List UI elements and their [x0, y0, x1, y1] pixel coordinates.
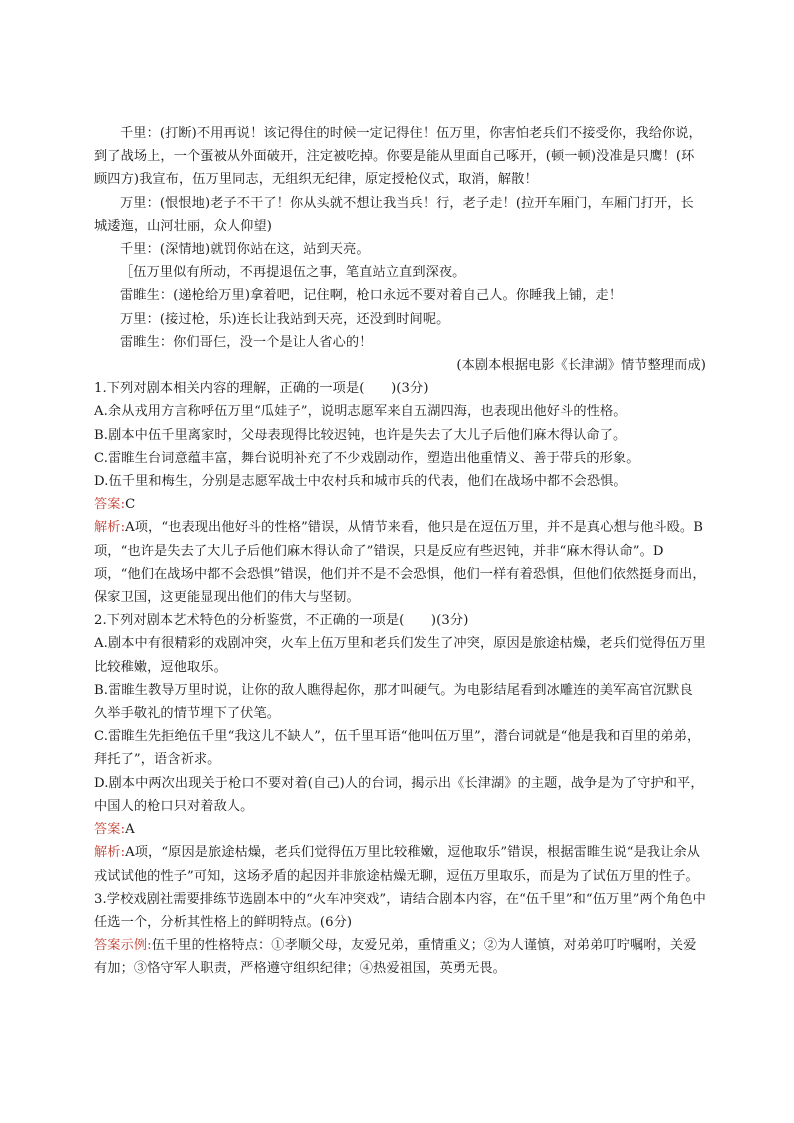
source-note: (本剧本根据电影《长津湖》情节整理而成)	[456, 358, 706, 374]
answer-label: 答案示例:	[94, 938, 152, 954]
answer-label: 答案:	[94, 497, 126, 513]
script-line: 雷睢生：(递枪给万里)拿着吧，记住啊，枪口永远不要对着自己人。你睡我上铺，走！	[120, 288, 623, 304]
answer	[94, 934, 706, 980]
question-2	[94, 609, 706, 887]
answer	[94, 818, 706, 841]
analysis-text: A项，“也表现出他好斗的性格”错误，从情节来看，他只是在逗伍万里，并不是真心想与他斗殴。B项，“也许是失去了大儿子后他们麻木得认命了”错误，只是反应有些迟钝，并非“麻木得认命”。D项，“他们在战场中都不会恐惧”错误，他们并不是不会恐惧，他们一样有着恐惧，但他们依然挺身而出，保家卫国，这更能显现出他们的伟大与坚韧。	[94, 520, 706, 606]
option-c: C.雷睢生先拒绝伍千里“我这儿不缺人”，伍千里耳语“他叫伍万里”，潜台词就是“他是我和百里的弟弟，拜托了”，语含祈求。	[94, 729, 701, 768]
script-excerpt	[94, 122, 706, 377]
answer-label: 答案:	[94, 822, 126, 838]
option-d: D.伍千里和梅生，分别是志愿军战士中农村兵和城市兵的代表，他们在战场中都不会恐惧。	[94, 474, 627, 490]
question-stem: 2.下列对剧本艺术特色的分析鉴赏，不正确的一项是( )(3分)	[94, 613, 469, 629]
analysis	[94, 516, 706, 609]
option-a: A.剧本中有很精彩的戏剧冲突，火车上伍万里和老兵们发生了冲突，原因是旅途枯燥，老兵们觉得伍万里比较稚嫩，逗他取乐。	[94, 636, 706, 675]
question-3	[94, 888, 706, 981]
script-line: 雷睢生：你们哥仨，没一个是让人省心的！	[120, 334, 373, 350]
option-c: C.雷睢生台词意蕴丰富，舞台说明补充了不少戏剧动作，塑造出他重情义、善于带兵的形象。	[94, 450, 640, 466]
question-stem: 3.学校戏剧社需要排练节选剧本中的“火车冲突戏”，请结合剧本内容，在“伍千里”和“伍万里”两个角色中任选一个，分析其性格上的鲜明特点。(6分)	[94, 891, 706, 930]
answer-value: 伍千里的性格特点：①孝顺父母，友爱兄弟，重情重义；②为人谨慎，对弟弟叮咛嘱咐，关爱有加；③恪守军人职责，严格遵守组织纪律；④热爱祖国，英勇无畏。	[94, 938, 697, 977]
option-a: A.余从戎用方言称呼伍万里“瓜娃子”，说明志愿军来自五湖四海，也表现出他好斗的性格。	[94, 404, 627, 420]
answer	[94, 493, 706, 516]
script-line: 万里：(接过枪，乐)连长让我站到天亮，还没到时间呢。	[120, 311, 450, 327]
analysis	[94, 841, 706, 887]
analysis-label: 解析:	[94, 845, 126, 861]
script-line: 千里：(深情地)就罚你站在这，站到天亮。	[120, 242, 370, 258]
answer-value: A	[125, 822, 135, 838]
script-line: 万里：(恨恨地)老子不干了！你从头就不想让我当兵！行，老子走！(拉开车厢门，车厢门打开，长城逶迤，山河壮丽，众人仰望)	[94, 195, 694, 234]
analysis-text: A项，“原因是旅途枯燥，老兵们觉得伍万里比较稚嫩，逗他取乐”错误，根据雷睢生说“是我让余从戎试试他的性子”可知，这场矛盾的起因并非旅途枯燥无聊，逗伍万里取乐，而是为了试伍万里的性子。	[94, 845, 701, 884]
document-page	[94, 122, 706, 981]
option-b: B.雷睢生教导万里时说，让你的敌人瞧得起你，那才叫硬气。为电影结尾看到冰雕连的美军高官沉默良久举手敬礼的情节埋下了伏笔。	[94, 682, 693, 722]
question-stem: 1.下列对剧本相关内容的理解，正确的一项是( )(3分)	[94, 381, 429, 397]
option-d: D.剧本中两次出现关于枪口不要对着(自己)人的台词，揭示出《长津湖》的主题，战争是为了守护和平，中国人的枪口只对着敌人。	[94, 775, 704, 814]
script-line: 千里：(打断)不用再说！该记得住的时候一定记得住！伍万里，你害怕老兵们不接受你，我给你说，到了战场上，一个蛋被从外面破开，注定被吃掉。你要是能从里面自己啄开，(顿一顿)没准是只鹰！(环顾四方)我宣布，伍万里同志，无组织无纪律，原定授枪仪式，取消，解散！	[94, 126, 702, 188]
analysis-label: 解析:	[94, 520, 126, 536]
question-1	[94, 377, 706, 609]
stage-direction: ［伍万里似有所动，不再提退伍之事，笔直站立直到深夜。	[120, 265, 466, 281]
option-b: B.剧本中伍千里离家时，父母表现得比较迟钝，也许是失去了大儿子后他们麻木得认命了。	[94, 427, 627, 443]
answer-value: C	[125, 497, 136, 513]
